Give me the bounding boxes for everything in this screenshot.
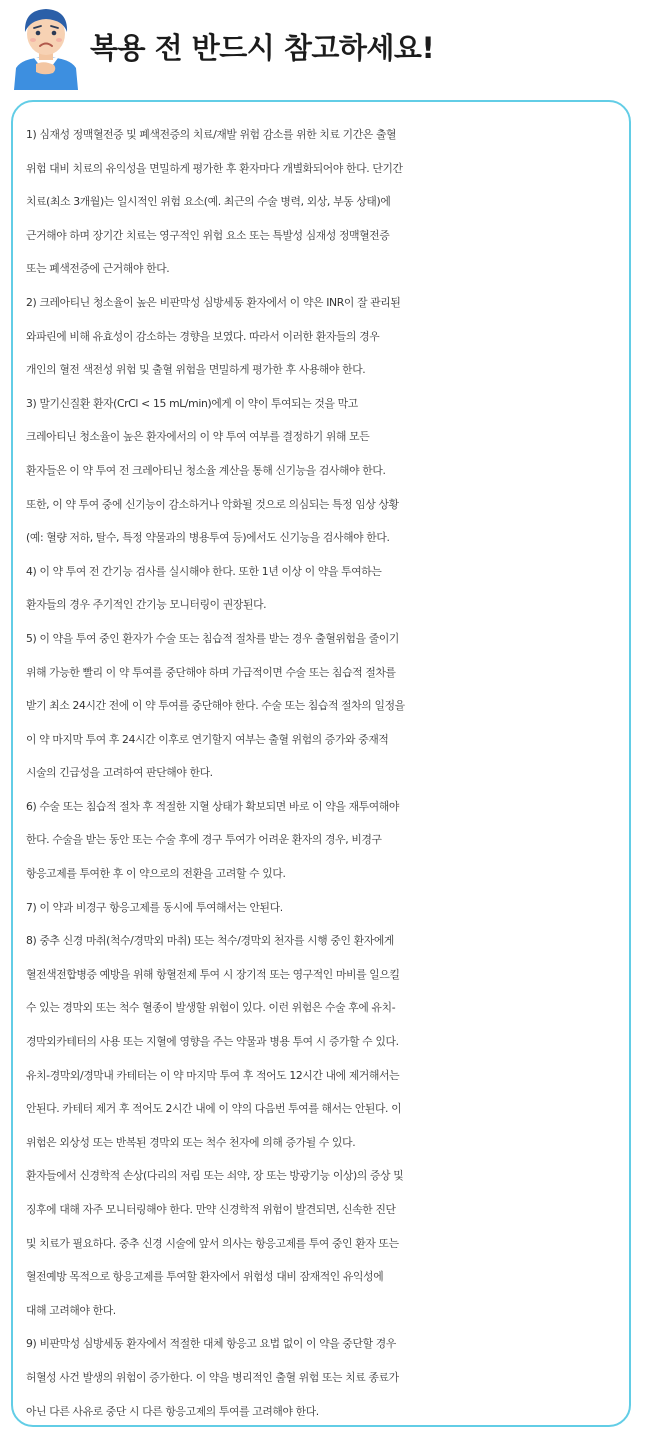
notice-line: 9) 비판막성 심방세동 환자에서 적절한 대체 항응고 요법 없이 이 약을 중단할 경우 (26, 1337, 396, 1351)
notice-line: 와파린에 비해 유효성이 감소하는 경향을 보였다. 따라서 이러한 환자들의 경우 (26, 329, 380, 343)
notice-line: 징후에 대해 자주 모니터링해야 한다. 만약 신경학적 위험이 발견되면, 신속한 진단 (26, 1203, 396, 1216)
notice-line: 경막외카테터의 사용 또는 지혈에 영향을 주는 약물과 병용 투여 시 증가할 수 있다. (26, 1035, 399, 1049)
notice-line: 혈전색전합병증 예방을 위해 항혈전제 투여 시 장기적 또는 영구적인 마비를 일으킬 (26, 967, 400, 981)
notice-line: 아닌 다른 사유로 중단 시 다른 항응고제의 투여를 고려해야 한다. (26, 1404, 319, 1418)
notice-line: 6) 수술 또는 침습적 절차 후 적절한 지혈 상태가 확보되면 바로 이 약을 재투여해야 (26, 799, 399, 813)
notice-line: 크레아티닌 청소율이 높은 환자에서의 이 약 투여 여부를 결정하기 위해 모든 (26, 430, 370, 444)
header (0, 0, 645, 96)
notice-line: 및 치료가 필요하다. 중추 신경 시술에 앞서 의사는 항응고제를 투여 중인 환자 또는 (26, 1236, 399, 1250)
notice-line: 이 약 마지막 투여 후 24시간 이후로 연기할지 여부는 출혈 위험의 증가와 중재적 (26, 732, 389, 746)
page-title: 복용 전 반드시 참고하세요! (90, 31, 435, 65)
notice-line: 또한, 이 약 투여 중에 신기능이 감소하거나 악화될 것으로 의심되는 특정 임상 상황 (26, 497, 399, 511)
notice-line: 허혈성 사건 발생의 위험이 증가한다. 이 약을 병리적인 출혈 위험 또는 치료 종료가 (26, 1370, 399, 1384)
worried-person-icon (8, 2, 84, 90)
notice-line: 3) 말기신질환 환자(CrCl < 15 mL/min)에게 이 약이 투여되는 것을 막고 (26, 396, 358, 410)
notice-line: 8) 중추 신경 마취(척수/경막외 마취) 또는 척수/경막외 천자를 시행 중인 환자에게 (26, 934, 394, 948)
notice-line: 환자들의 경우 주기적인 간기능 모니터링이 권장된다. (26, 598, 267, 612)
notice-line: 수 있는 경막외 또는 척수 혈종이 발생할 위험이 있다. 이런 위험은 수술 후에 유치- (26, 1001, 396, 1015)
notice-line: 7) 이 약과 비경구 항응고제를 동시에 투여해서는 안된다. (26, 900, 283, 914)
notice-content (26, 118, 632, 1428)
notice-line: (예: 혈량 저하, 탈수, 특정 약물과의 병용투여 등)에서도 신기능을 검사해야 한다. (26, 531, 390, 545)
notice-line: 환자들은 이 약 투여 전 크레아티닌 청소율 계산을 통해 신기능을 검사해야 한다. (26, 463, 386, 477)
notice-line: 혈전예방 목적으로 항응고제를 투여할 환자에서 위험성 대비 잠재적인 유익성에 (26, 1270, 384, 1284)
notice-line: 환자들에서 신경학적 손상(다리의 저림 또는 쇠약, 장 또는 방광기능 이상)의 증상 및 (26, 1169, 404, 1183)
notice-line: 개인의 혈전 색전성 위험 및 출혈 위험을 면밀하게 평가한 후 사용해야 한다. (26, 363, 366, 377)
notice-line: 대해 고려해야 한다. (26, 1303, 116, 1317)
notice-line: 유치-경막외/경막내 카테터는 이 약 마지막 투여 후 적어도 12시간 내에 제거해서는 (26, 1068, 400, 1082)
notice-line: 시술의 긴급성을 고려하여 판단해야 한다. (26, 766, 213, 780)
notice-line: 치료(최소 3개월)는 일시적인 위험 요소(예. 최근의 수술 병력, 외상, 부동 상태)에 (26, 195, 391, 209)
notice-line: 한다. 수술을 받는 동안 또는 수술 후에 경구 투여가 어려운 환자의 경우, 비경구 (26, 833, 382, 847)
notice-line: 4) 이 약 투여 전 간기능 검사를 실시해야 한다. 또한 1년 이상 이 약을 투여하는 (26, 564, 382, 578)
notice-line: 5) 이 약을 투여 중인 환자가 수술 또는 침습적 절차를 받는 경우 출혈위험을 줄이기 (26, 631, 399, 645)
notice-line: 항응고제를 투여한 후 이 약으로의 전환을 고려할 수 있다. (26, 867, 286, 881)
notice-line: 위험 대비 치료의 유익성을 면밀하게 평가한 후 환자마다 개별화되어야 한다. 단기간 (26, 161, 403, 175)
notice-line: 위해 가능한 빨리 이 약 투여를 중단해야 하며 가급적이면 수술 또는 침습적 절차를 (26, 665, 396, 679)
notice-line: 위험은 외상성 또는 반복된 경막외 또는 척수 천자에 의해 증가될 수 있다. (26, 1135, 356, 1149)
notice-line: 근거해야 하며 장기간 치료는 영구적인 위험 요소 또는 특발성 심재성 정맥혈전증 (26, 228, 390, 242)
notice-line: 2) 크레아티닌 청소율이 높은 비판막성 심방세동 환자에서 이 약은 INR이 잘 관리된 (26, 295, 401, 309)
notice-line: 안된다. 카테터 제거 후 적어도 2시간 내에 이 약의 다음번 투여를 해서는 안된다. 이 (26, 1102, 402, 1116)
notice-line: 받기 최소 24시간 전에 이 약 투여를 중단해야 한다. 수술 또는 침습적 절차의 일정을 (26, 699, 405, 713)
notice-line: 또는 폐색전증에 근거해야 한다. (26, 262, 170, 276)
notice-line: 1) 심재성 정맥혈전증 및 폐색전증의 치료/재발 위험 감소를 위한 치료 기간은 출혈 (26, 128, 397, 141)
